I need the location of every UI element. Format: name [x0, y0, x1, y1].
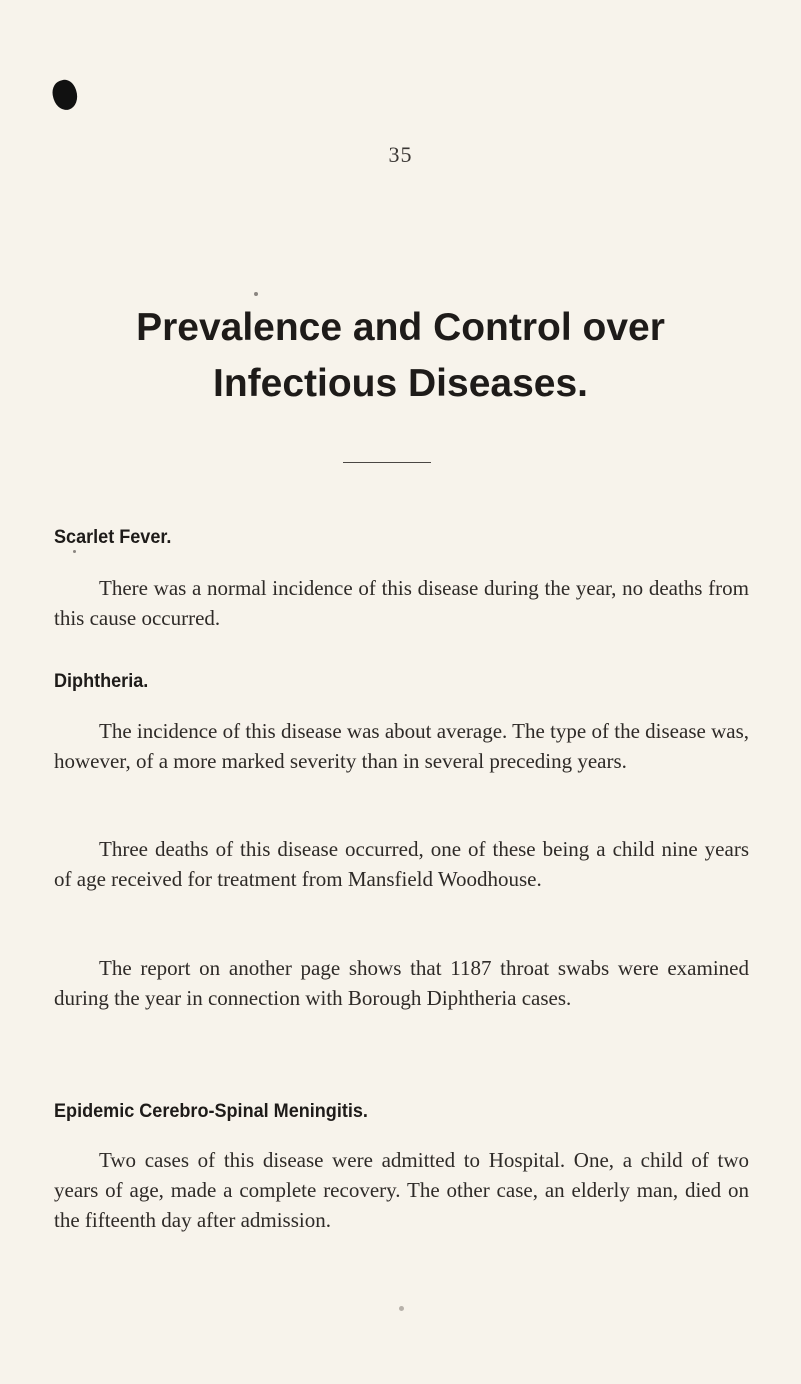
page-title: [0, 300, 801, 412]
speck-mark: [73, 550, 76, 553]
paragraph-diphtheria-2: Three deaths of this disease occurred, one of these being a child nine years of age received for treatment from Mansfield Woodhouse.: [54, 837, 749, 891]
title-divider: [343, 462, 431, 463]
paragraph-meningitis: Two cases of this disease were admitted to Hospital. One, a child of two years of age, made a complete recovery. The other case, an elderly man, died on the fifteenth day after admission.: [54, 1148, 749, 1232]
section-heading-meningitis: Epidemic Cerebro-Spinal Meningitis.: [54, 1101, 368, 1122]
section-heading-scarlet-fever: Scarlet Fever.: [54, 527, 172, 548]
speck-mark: [399, 1306, 404, 1311]
section-heading-diphtheria: Diphtheria.: [54, 671, 149, 692]
page-number: 35: [388, 142, 413, 167]
paragraph-diphtheria-3: The report on another page shows that 1187 throat swabs were examined during the year in connection with Borough Diphtheria cases.: [54, 956, 749, 1010]
paragraph-scarlet-fever: There was a normal incidence of this disease during the year, no deaths from this cause occurred.: [54, 576, 749, 630]
page-title-line-2: Infectious Diseases.: [213, 362, 588, 405]
ink-blot-mark: [49, 77, 81, 113]
page-title-line-1: Prevalence and Control over: [136, 306, 665, 349]
speck-mark: [254, 292, 258, 296]
paragraph-diphtheria-1: The incidence of this disease was about average. The type of the disease was, however, of a more marked severity than in several preceding years.: [54, 719, 749, 773]
